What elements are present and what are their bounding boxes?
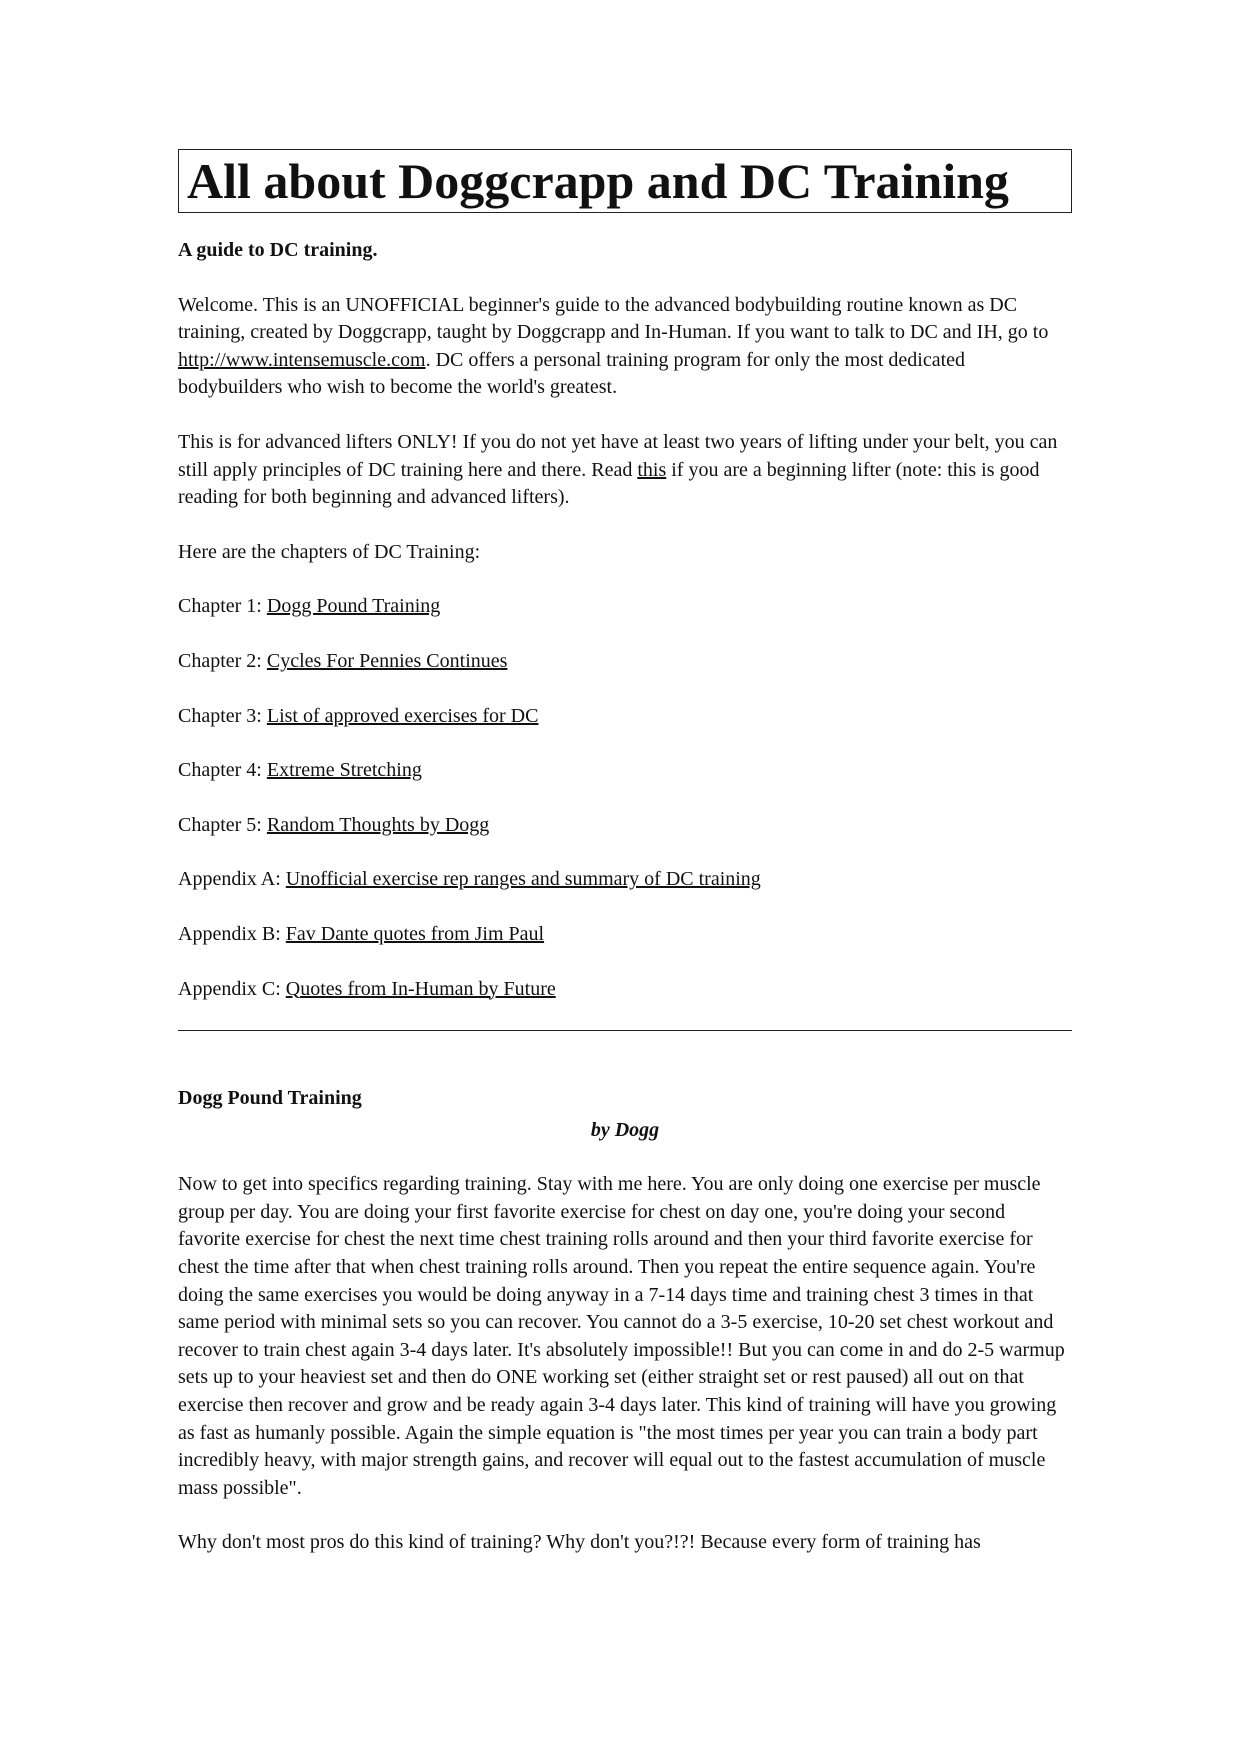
chapter-prefix: Appendix C: (178, 977, 286, 1000)
chapter-prefix: Chapter 5: (178, 813, 267, 836)
warning-text-2: if you are a beginning lifter (note: this is good reading for both beginning and advanced lifters). (178, 458, 1040, 509)
chapter-link[interactable]: Random Thoughts by Dogg (266, 813, 490, 836)
intro-text-1: Welcome. This is an UNOFFICIAL beginner's guide to the advanced bodybuilding routine known as DC training, created by Doggcrapp, taught by Doggcrapp and In-Human. If you want to talk to DC and IH, go to (178, 293, 1049, 344)
chapter-prefix: Chapter 3: (178, 704, 267, 727)
chapter-prefix: Chapter 2: (178, 649, 267, 672)
chapter-item (178, 921, 1072, 949)
intro-text-2: . DC offers a personal training program for only the most dedicated bodybuilders who wish to become the world's greatest. (178, 348, 966, 399)
chapter-prefix: Chapter 4: (178, 759, 267, 782)
chapter-item (178, 593, 1072, 621)
beginner-guide-link[interactable]: this (637, 458, 667, 481)
body-paragraph: Now to get into specifics regarding training. Stay with me here. You are only doing one exercise per muscle group per day. You are doing your first favorite exercise for chest on day one, you're doing your second favorite exercise for chest the next time chest training rolls around and then your third favorite exercise for chest the time after that when chest training rolls around. Then you repeat the entire sequence again. You're doing the same exercises you would be doing anyway in a 7-14 days time and training chest 3 times in that same period with minimal sets so you can recover. You cannot do a 3-5 exercise, 10-20 set chest workout and recover to train chest again 3-4 days later. It's absolutely impossible!! But you can come in and do 2-5 warmup sets up to your heaviest set and then do ONE working set (either straight set or rest paused) all out on that exercise then recover and grow and be ready again 3-4 days later. This kind of training will have you growing as fast as humanly possible. Again the simple equation is "the most times per year you can train a body part incredibly heavy, with major strength gains, and recover will equal out to the fastest accumulation of muscle mass possible". (178, 1173, 1065, 1499)
chapter-item (178, 812, 1072, 840)
guide-subtitle: A guide to DC training. (178, 239, 378, 261)
section-byline: by Dogg (590, 1118, 660, 1141)
chapter-item (178, 757, 1072, 785)
chapter-link[interactable]: Extreme Stretching (266, 759, 422, 782)
title-box (178, 149, 1072, 213)
chapter-link[interactable]: Quotes from In-Human by Future (285, 977, 556, 1000)
chapters-heading: Here are the chapters of DC Training: (178, 540, 481, 563)
chapter-item (178, 703, 1072, 731)
intensemuscle-link[interactable]: http://www.intensemuscle.com (178, 348, 426, 371)
section-title: Dogg Pound Training (178, 1087, 362, 1110)
section-divider (178, 1030, 1072, 1031)
chapter-item (178, 648, 1072, 676)
chapter-item (178, 976, 1072, 1004)
chapter-prefix: Chapter 1: (178, 595, 267, 618)
warning-paragraph (178, 429, 1072, 512)
chapter-link[interactable]: Cycles For Pennies Continues (266, 649, 508, 672)
page-title: All about Doggcrapp and DC Training (187, 153, 1009, 209)
chapter-link[interactable]: List of approved exercises for DC (266, 704, 539, 727)
chapter-prefix: Appendix B: (178, 922, 286, 945)
chapter-prefix: Appendix A: (178, 868, 286, 891)
warning-text-1: This is for advanced lifters ONLY! If you do not yet have at least two years of lifting under your belt, you can still apply principles of DC training here and there. Read (178, 430, 1058, 481)
chapter-link[interactable]: Fav Dante quotes from Jim Paul (285, 922, 545, 945)
body-paragraph: Why don't most pros do this kind of training? Why don't you?!?! Because every form of training has (178, 1531, 981, 1554)
chapter-item (178, 866, 1072, 894)
document-page (178, 149, 1072, 1557)
chapter-link[interactable]: Dogg Pound Training (266, 595, 441, 618)
chapter-link[interactable]: Unofficial exercise rep ranges and summary of DC training (285, 868, 761, 891)
intro-paragraph (178, 292, 1072, 402)
chapter-list (178, 593, 1072, 1003)
